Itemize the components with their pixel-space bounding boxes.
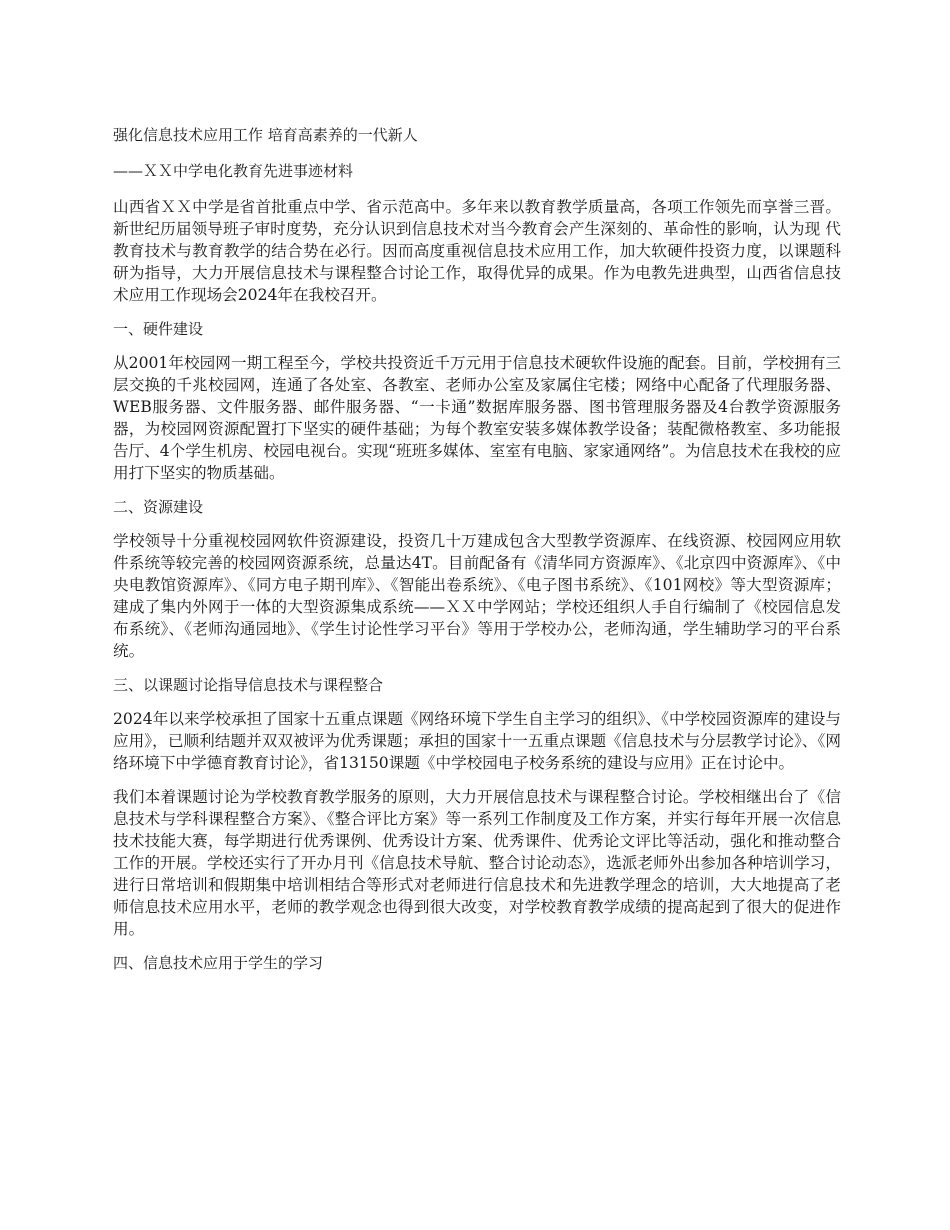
paragraph-intro: 山西省ＸＸ中学是省首批重点中学、省示范高中。多年来以教育教学质量高，各项工作领先而享誉三晋。新世纪历届领导班子审时度势，充分认识到信息技术对当今教育会产生深刻的、革命性的影响，认为现 代教育技术与教育教学的结合势在必行。因而高度重视信息技术应用工作，加大软硬件投资力度，以课题科研为指导，大力开展信息技术与课程整合讨论工作，取得优异的成果。作为电教先进典型，山西省信息技术应用工作现场会2024年在我校召开。 — [113, 198, 841, 304]
document-page — [113, 124, 841, 986]
section-heading-resources: 二、资源建设 — [113, 498, 204, 516]
document-subtitle: ——ＸＸ中学电化教育先进事迹材料 — [113, 162, 354, 180]
paragraph-hardware: 从2001年校园网一期工程至今，学校共投资近千万元用于信息技术硬软件设施的配套。目前，学校拥有三层交换的千兆校园网，连通了各处室、各教室、老师办公室及家属住宅楼；网络中心配备了代理服务器、WEB服务器、文件服务器、邮件服务器、“一卡通”数据库服务器、图书管理服务器及4台教学资源服务器，为校园网资源配置打下坚实的硬件基础；为每个教室安装多媒体教学设备；装配微格教室、多功能报告厅、4个学生机房、校园电视台。实现“班班多媒体、室室有电脑、家家通网络”。为信息技术在我校的应用打下坚实的物质基础。 — [113, 354, 841, 482]
section-heading-hardware: 一、硬件建设 — [113, 320, 204, 338]
paragraph-research-1: 2024年以来学校承担了国家十五重点课题《网络环境下学生自主学习的组织》、《中学校园资源库的建设与应用》，已顺利结题并双双被评为优秀课题；承担的国家十一五重点课题《信息技术与分层教学讨论》、《网络环境下中学德育教育讨论》，省13150课题《中学校园电子校务系统的建设与应用》正在讨论中。 — [113, 710, 841, 772]
paragraph-research-2: 我们本着课题讨论为学校教育教学服务的原则，大力开展信息技术与课程整合讨论。学校相继出台了《信息技术与学科课程整合方案》、《整合评比方案》等一系列工作制度及工作方案，并实行每年开展一次信息技术技能大赛，每学期进行优秀课例、优秀设计方案、优秀课件、优秀论文评比等活动，强化和推动整合工作的开展。学校还实行了开办月刊《信息技术导航、整合讨论动态》，选派老师外出参加各种培训学习，进行日常培训和假期集中培训相结合等形式对老师进行信息技术和先进教学理念的培训，大大地提高了老师信息技术应用水平，老师的教学观念也得到很大改变，对学校教育教学成绩的提高起到了很大的促进作用。 — [113, 788, 841, 938]
section-heading-research: 三、以课题讨论指导信息技术与课程整合 — [113, 676, 384, 694]
document-title: 强化信息技术应用工作 培育高素养的一代新人 — [113, 126, 418, 144]
section-heading-student-learning: 四、信息技术应用于学生的学习 — [113, 954, 324, 972]
paragraph-resources: 学校领导十分重视校园网软件资源建设，投资几十万建成包含大型教学资源库、在线资源、校园网应用软件系统等较完善的校园网资源系统，总量达4T。目前配备有《清华同方资源库》、《北京四中资源库》、《中央电教馆资源库》、《同方电子期刊库》、《智能出卷系统》、《电子图书系统》、《101网校》等大型资源库；建成了集内外网于一体的大型资源集成系统——ＸＸ中学网站；学校还组织人手自行编制了《校园信息发布系统》、《老师沟通园地》、《学生讨论性学习平台》等用于学校办公，老师沟通，学生辅助学习的平台系统。 — [113, 532, 841, 660]
